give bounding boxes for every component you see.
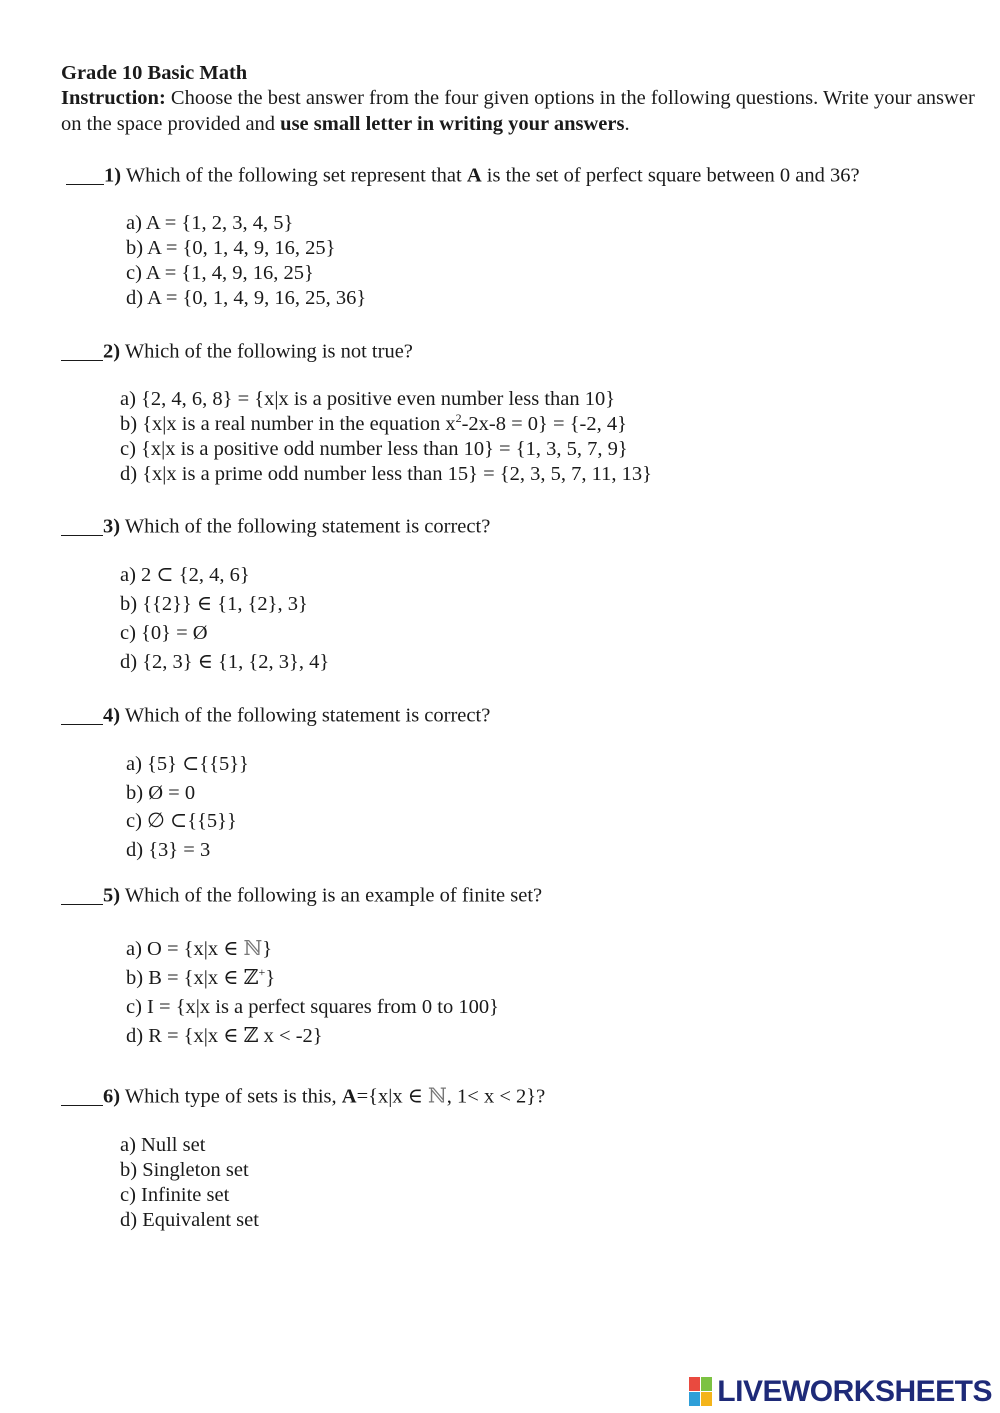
question-number: 3): [103, 515, 121, 538]
option-c: c) I = {x|x is a perfect squares from 0 to 100}: [126, 996, 499, 1018]
answer-blank-2[interactable]: [61, 337, 103, 361]
option-a: a) {5} ⊂{{5}}: [126, 753, 249, 775]
option-d: d) {2, 3} ∈ {1, {2, 3}, 4}: [120, 651, 330, 673]
option-c: c) ∅ ⊂{{5}}: [126, 810, 237, 832]
question-number: 6): [103, 1085, 121, 1108]
question-number: 4): [103, 704, 121, 727]
option-a: a) O = {x|x ∈ ℕ}: [126, 938, 273, 960]
naturals-symbol: ℕ: [428, 1085, 447, 1108]
question-number: 5): [103, 884, 121, 907]
option-d: d) {3} = 3: [126, 838, 211, 861]
options-6: [120, 1133, 259, 1233]
options-3: [120, 561, 329, 677]
options-1: [126, 211, 366, 311]
question-text: Which of the following is an example of finite set?: [120, 884, 543, 907]
question-text: Which of the following statement is correct?: [120, 515, 491, 538]
question-1: [61, 161, 860, 189]
option-b: b) {{2}} ∈ {1, {2}, 3}: [120, 593, 308, 615]
option-a: a) 2 ⊂ {2, 4, 6}: [120, 564, 250, 586]
superscript: +: [258, 965, 266, 979]
option-b: b) {x|x is a real number in the equation $x^2-2x-8 = 0\} = \{-2$, 4}: [120, 411, 627, 435]
options-5: [126, 935, 499, 1051]
option-a: a) {2, 4, 6, 8} = {x|x is a positive even number less than 10}: [120, 388, 616, 410]
option-d: d) {x|x is a prime odd number less than 15} = {2, 3, 5, 7, 11, 13}: [120, 463, 652, 485]
question-text: is the set of perfect square between 0 and 36?: [481, 164, 860, 187]
option-c: c) {0} = Ø: [120, 622, 208, 644]
worksheet-title: Grade 10 Basic Math: [61, 62, 248, 84]
instruction-end: .: [624, 112, 630, 135]
option-c: c) Infinite set: [120, 1184, 230, 1206]
question-text: Which of the following set represent that: [121, 164, 467, 187]
instruction-label: Instruction:: [61, 87, 166, 109]
question-number: 2): [103, 340, 121, 363]
instruction-text: Choose the best answer from the four given options in the following questions. Write your answer on the space provided and: [61, 87, 975, 135]
question-text-bold: A: [341, 1085, 357, 1108]
option-c: c) {x|x is a positive odd number less than 10} = {1, 3, 5, 7, 9}: [120, 438, 628, 460]
option-d: d) A = {0, 1, 4, 9, 16, 25, 36}: [126, 287, 367, 309]
instruction-emphasis: use small letter in writing your answers: [280, 112, 625, 135]
option-c: c) A = {1, 4, 9, 16, 25}: [126, 262, 314, 284]
answer-blank-1[interactable]: [66, 161, 104, 185]
superscript: 2: [455, 411, 462, 425]
option-b: b) A = {0, 1, 4, 9, 16, 25}: [126, 237, 336, 259]
question-text-bold: A: [466, 164, 482, 187]
question-number: 1): [104, 164, 122, 187]
answer-blank-4[interactable]: [61, 701, 103, 725]
answer-blank-3[interactable]: [61, 512, 103, 536]
question-6: 6) Which type of sets is this, A={x|x ∈ ℕ, 1< x < 2}?: [61, 1082, 545, 1110]
question-text: Which of the following statement is correct?: [120, 704, 491, 727]
option-a: a) Null set: [120, 1134, 206, 1156]
answer-blank-5[interactable]: [61, 881, 103, 905]
question-5: [61, 881, 542, 909]
instruction-paragraph: [61, 86, 981, 137]
logo-text: LIVEWORKSHEETS: [717, 1375, 992, 1408]
question-text: Which type of sets is this,: [120, 1085, 342, 1108]
option-b: b) B = {x|x ∈ ℤ+}: [126, 965, 276, 989]
options-2: [120, 387, 652, 487]
question-3: [61, 512, 490, 540]
option-a: a) A = {1, 2, 3, 4, 5}: [126, 212, 294, 234]
question-4: [61, 701, 490, 729]
option-d: d) Equivalent set: [120, 1209, 259, 1231]
liveworksheets-logo: [689, 1375, 992, 1409]
options-4: [126, 750, 249, 864]
naturals-symbol: ℕ: [243, 938, 263, 960]
logo-squares-icon: [689, 1377, 713, 1407]
option-d: d) R = {x|x ∈ ℤ x < -2}: [126, 1025, 323, 1047]
question-2: [61, 337, 413, 365]
question-text: Which of the following is not true?: [120, 340, 413, 363]
answer-blank-6[interactable]: [61, 1082, 103, 1106]
option-b: b) Singleton set: [120, 1159, 249, 1181]
option-b: b) Ø = 0: [126, 781, 196, 804]
